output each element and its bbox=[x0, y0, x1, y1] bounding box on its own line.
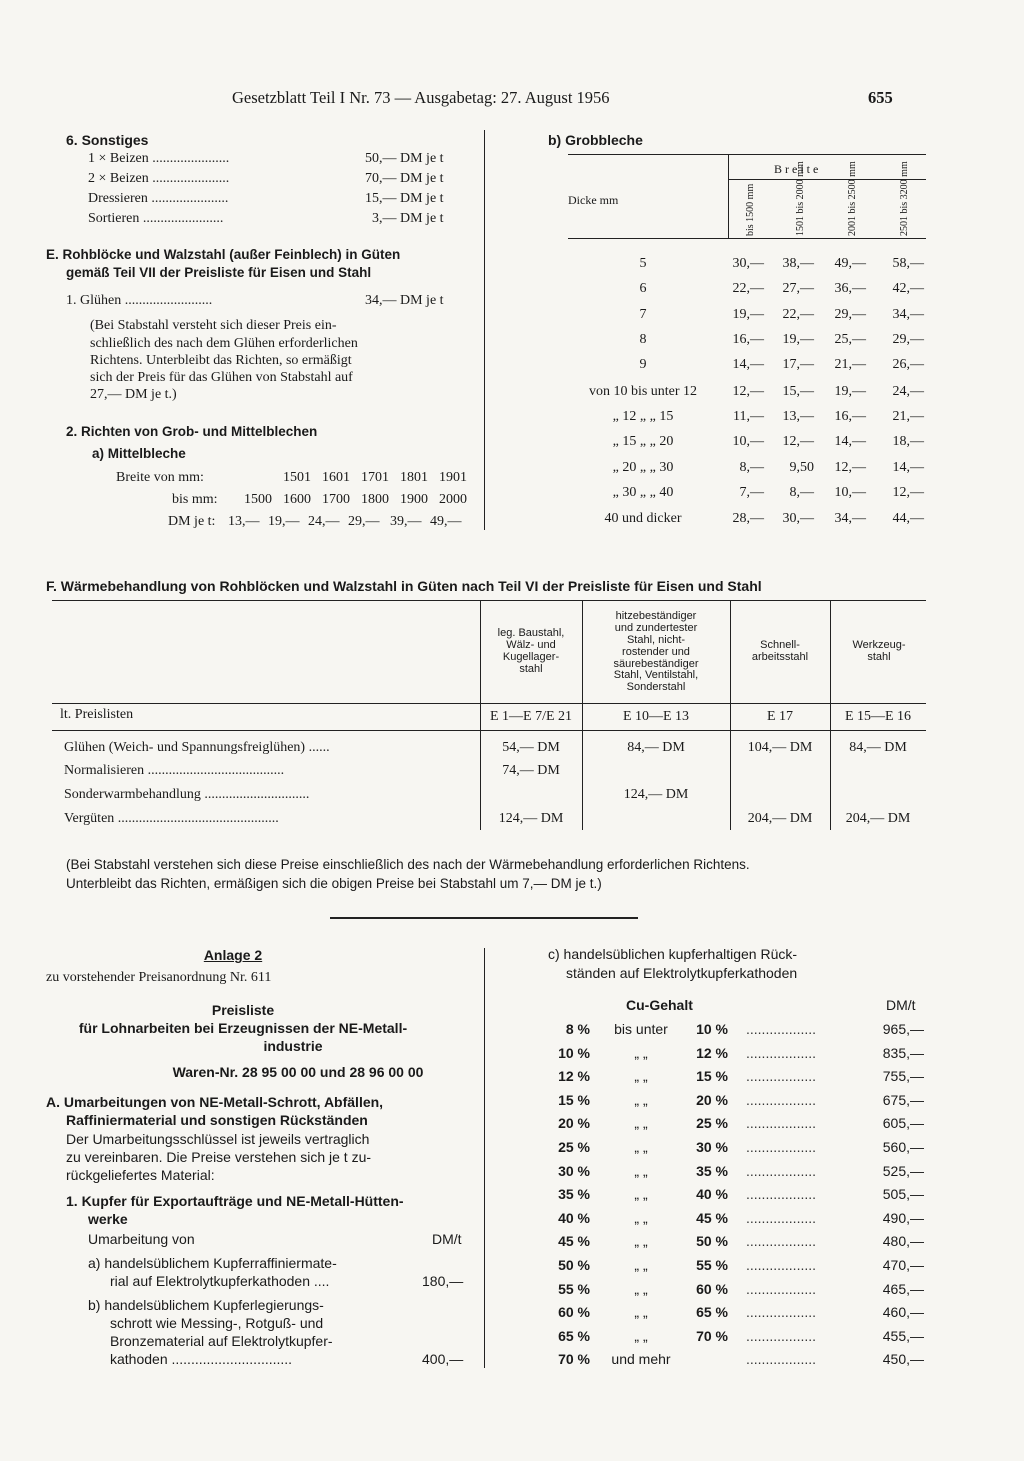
f-note-line-2: Unterbleibt das Richten, ermäßigen sich die obigen Preise bei Stabstahl um 7,— DM je t.) bbox=[66, 876, 602, 891]
cu-price: 505,— bbox=[882, 1186, 924, 1203]
grob-dicke-cell: „ 15 „ „ 20 bbox=[612, 434, 674, 449]
cu-dots: .................. bbox=[746, 1044, 817, 1061]
von-value: 1901 bbox=[439, 470, 467, 485]
page-header bbox=[232, 88, 932, 108]
grob-price-cell: 58,— bbox=[892, 256, 924, 271]
cu-to: 10 % bbox=[696, 1021, 728, 1037]
grob-price-cell: 26,— bbox=[892, 357, 924, 372]
cu-dots: .................. bbox=[746, 1139, 817, 1155]
grob-price-cell: 29,— bbox=[834, 307, 866, 322]
grobbleche-title bbox=[548, 132, 643, 150]
cu-mid: „ „ bbox=[634, 1209, 648, 1226]
section-a-title-2: Raffiniermaterial und sonstigen Rückständen bbox=[66, 1112, 368, 1128]
grob-price-cell: 10,— bbox=[834, 485, 866, 500]
cu-mid: „ „ bbox=[634, 1115, 648, 1132]
umarbeitung-label: Umarbeitung von bbox=[88, 1231, 195, 1247]
anlage-subtitle: zu vorstehender Preisanordnung Nr. 611 bbox=[46, 970, 272, 985]
note-line: schließlich des nach dem Glühen erforderlichen bbox=[90, 336, 358, 351]
grob-price-cell: 14,— bbox=[732, 357, 764, 372]
cu-to: 35 % bbox=[696, 1162, 728, 1179]
preisliste-title-3: industrie bbox=[263, 1038, 323, 1054]
grob-price-cell: 8,— bbox=[739, 460, 764, 475]
cu-from: 10 % bbox=[558, 1044, 590, 1061]
sec6-label-3: Sortieren ....................... bbox=[88, 211, 224, 226]
grob-price-cell: 7,— bbox=[739, 485, 764, 500]
cu-price: 525,— bbox=[882, 1162, 924, 1179]
table-rule bbox=[52, 730, 926, 731]
a-text: rückgeliefertes Material: bbox=[66, 1167, 215, 1183]
cu-to: 40 % bbox=[696, 1186, 728, 1203]
cu-price: 835,— bbox=[882, 1044, 924, 1061]
f-price-cell: 84,— DM bbox=[849, 740, 907, 755]
cu-from: 50 % bbox=[558, 1257, 590, 1273]
dm-value: 29,— bbox=[348, 514, 380, 529]
grob-price-cell: 49,— bbox=[834, 256, 866, 271]
von-value: 1801 bbox=[400, 470, 428, 485]
cu-price: 460,— bbox=[882, 1304, 924, 1321]
preisliste-value: E 1—E 7/E 21 bbox=[489, 709, 573, 724]
grob-price-cell: 24,— bbox=[892, 384, 924, 399]
bis-value: 1600 bbox=[283, 492, 311, 507]
sec6-price-3: 3,— DM je t bbox=[372, 211, 444, 226]
cu-to: 50 % bbox=[696, 1233, 728, 1250]
cu-dots: .................. bbox=[746, 1257, 817, 1273]
grob-price-cell: 36,— bbox=[834, 281, 866, 296]
kupfer-title-1: 1. Kupfer für Exportaufträge und NE-Metall-Hütten- bbox=[66, 1193, 404, 1209]
cu-to: 20 % bbox=[696, 1091, 728, 1108]
section-a-title-1: A. Umarbeitungen von NE-Metall-Schrott, Abfällen, bbox=[46, 1094, 384, 1110]
cu-from: 35 % bbox=[558, 1186, 590, 1203]
f-row-label: Normalisieren ....................................... bbox=[64, 763, 285, 778]
grob-price-cell: 19,— bbox=[782, 332, 814, 347]
mittelbleche-title: a) Mittelbleche bbox=[92, 446, 186, 461]
a-text: Der Umarbeitungsschlüssel ist jeweils vertraglich bbox=[66, 1131, 370, 1147]
cu-head-left: Cu-Gehalt bbox=[626, 997, 693, 1013]
grob-price-cell: 12,— bbox=[892, 485, 924, 500]
grob-price-cell: 8,— bbox=[789, 485, 814, 500]
f-price-cell: 204,— DM bbox=[747, 811, 813, 826]
preisliste-value: E 17 bbox=[766, 709, 794, 724]
cu-dots: .................. bbox=[746, 1186, 817, 1203]
cu-mid: „ „ bbox=[634, 1233, 648, 1250]
grob-price-cell: 12,— bbox=[782, 434, 814, 449]
f-price-cell: 204,— DM bbox=[845, 811, 911, 826]
cu-dots: .................. bbox=[746, 1209, 817, 1226]
f-col-head: leg. Baustahl, Wälz- und Kugellager- stahl bbox=[497, 627, 565, 675]
cu-from: 25 % bbox=[558, 1139, 590, 1155]
table-rule bbox=[52, 703, 926, 704]
f-price-cell: 124,— DM bbox=[498, 811, 564, 826]
column-divider bbox=[484, 948, 485, 1368]
cu-title-1: c) handelsüblichen kupferhaltigen Rück- bbox=[548, 946, 798, 962]
page-number: 655 bbox=[868, 88, 893, 107]
cu-mid: „ „ bbox=[634, 1139, 648, 1155]
dicke-header: Dicke mm bbox=[568, 193, 619, 207]
cu-dots: .................. bbox=[746, 1233, 817, 1250]
f-price-cell: 74,— DM bbox=[502, 763, 560, 778]
preisliste-title-2: für Lohnarbeiten bei Erzeugnissen der NE-Metall- bbox=[78, 1020, 408, 1036]
cu-from: 40 % bbox=[558, 1209, 590, 1226]
cu-mid: „ „ bbox=[634, 1327, 648, 1344]
grob-price-cell: 18,— bbox=[892, 434, 924, 449]
grob-price-cell: 30,— bbox=[782, 511, 814, 526]
note-line: sich der Preis für das Glühen von Stabstahl auf bbox=[90, 370, 353, 385]
f-note-line-1: (Bei Stabstahl verstehen sich diese Preise einschließlich des nach der Wärmebehandlung erforderlichen Richtens. bbox=[66, 857, 750, 872]
cu-price: 450,— bbox=[882, 1351, 924, 1368]
cu-from: 70 % bbox=[558, 1351, 590, 1368]
cu-to: 25 % bbox=[696, 1115, 728, 1132]
table-rule bbox=[568, 154, 926, 155]
cu-from: 15 % bbox=[558, 1091, 590, 1108]
grob-price-cell: 19,— bbox=[834, 384, 866, 399]
grob-price-cell: 19,— bbox=[732, 307, 764, 322]
table-rule bbox=[52, 600, 926, 601]
grob-price-cell: 25,— bbox=[834, 332, 866, 347]
dm-label: DM je t: bbox=[168, 514, 216, 529]
f-row-label: Vergüten .............................................. bbox=[64, 811, 279, 826]
bis-value: 1500 bbox=[244, 492, 272, 507]
breite-header: Breite bbox=[774, 162, 822, 176]
cu-to: 65 % bbox=[696, 1304, 728, 1321]
preislisten-label: lt. Preislisten bbox=[60, 707, 134, 722]
item-b-line: schrott wie Messing-, Rotguß- und bbox=[110, 1315, 324, 1331]
table-rule bbox=[728, 179, 926, 180]
grob-price-cell: 16,— bbox=[834, 409, 866, 424]
f-col-head: Werkzeug- stahl bbox=[852, 639, 906, 663]
col-head: bis 1500 mm bbox=[745, 183, 756, 236]
sec6-price-1: 70,— DM je t bbox=[365, 171, 444, 186]
f-price-cell: 54,— DM bbox=[502, 740, 560, 755]
cu-to: 30 % bbox=[696, 1139, 728, 1155]
grob-price-cell: 28,— bbox=[732, 511, 764, 526]
dm-value: 24,— bbox=[308, 514, 340, 529]
grob-price-cell: 38,— bbox=[782, 256, 814, 271]
cu-to: 70 % bbox=[696, 1327, 728, 1344]
cu-title-2: ständen auf Elektrolytkupferkathoden bbox=[566, 965, 798, 981]
header-title: Gesetzblatt Teil I Nr. 73 — Ausgabetag: 27. August 1956 bbox=[232, 88, 610, 107]
column-divider bbox=[484, 130, 485, 530]
f-price-cell: 104,— DM bbox=[747, 740, 813, 755]
cu-mid: „ „ bbox=[634, 1044, 648, 1061]
grob-price-cell: 14,— bbox=[834, 434, 866, 449]
gluehen-price: 34,— DM je t bbox=[365, 293, 444, 308]
sec6-label-1: 2 × Beizen ...................... bbox=[88, 171, 230, 186]
cu-head-right: DM/t bbox=[886, 997, 916, 1013]
bis-label: bis mm: bbox=[172, 492, 218, 507]
item-b-line: Bronzematerial auf Elektrolytkupfer- bbox=[110, 1333, 333, 1349]
section-f-title: F. Wärmebehandlung von Rohblöcken und Walzstahl in Güten nach Teil VI der Preisliste für Eisen und Stahl bbox=[46, 578, 762, 594]
bis-value: 1800 bbox=[361, 492, 389, 507]
cu-mid: „ „ bbox=[634, 1304, 648, 1321]
item-b-line: b) handelsüblichem Kupferlegierungs- bbox=[88, 1297, 324, 1313]
grob-price-cell: 13,— bbox=[782, 409, 814, 424]
item-b-price: 400,— bbox=[422, 1351, 464, 1367]
f-price-cell: 84,— DM bbox=[627, 740, 685, 755]
f-row-label: Sonderwarmbehandlung .............................. bbox=[64, 787, 310, 802]
a-text: zu vereinbaren. Die Preise verstehen sich je t zu- bbox=[66, 1149, 372, 1165]
preisliste-value: E 10—E 13 bbox=[622, 709, 690, 724]
grob-price-cell: 21,— bbox=[892, 409, 924, 424]
cu-price: 605,— bbox=[882, 1115, 924, 1132]
grob-price-cell: 29,— bbox=[892, 332, 924, 347]
f-row-label: Glühen (Weich- und Spannungsfreiglühen) ...... bbox=[64, 740, 330, 755]
note-line: (Bei Stabstahl versteht sich dieser Preis ein- bbox=[90, 318, 337, 333]
grob-dicke-cell: 7 bbox=[639, 307, 647, 322]
section-e-title-2: gemäß Teil VII der Preisliste für Eisen und Stahl bbox=[66, 265, 372, 280]
grob-dicke-cell: „ 12 „ „ 15 bbox=[612, 409, 674, 424]
cu-price: 455,— bbox=[882, 1327, 924, 1344]
cu-from: 8 % bbox=[565, 1021, 590, 1037]
cu-from: 55 % bbox=[558, 1280, 590, 1297]
grobbleche-title-text: b) Grobbleche bbox=[548, 132, 643, 148]
preisliste-title-1: Preisliste bbox=[211, 1002, 275, 1018]
cu-to: 55 % bbox=[696, 1257, 728, 1273]
grob-price-cell: 12,— bbox=[732, 384, 764, 399]
cu-price: 480,— bbox=[882, 1233, 924, 1250]
grob-price-cell: 22,— bbox=[732, 281, 764, 296]
dm-value: 13,— bbox=[228, 514, 260, 529]
item-b-line: kathoden ............................... bbox=[110, 1351, 293, 1367]
cu-from: 12 % bbox=[558, 1068, 590, 1085]
grob-price-cell: 27,— bbox=[782, 281, 814, 296]
cu-mid: „ „ bbox=[634, 1280, 648, 1297]
cu-mid: „ „ bbox=[634, 1091, 648, 1108]
grob-price-cell: 21,— bbox=[834, 357, 866, 372]
cu-from: 45 % bbox=[558, 1233, 590, 1250]
richten-title: 2. Richten von Grob- und Mittelblechen bbox=[66, 424, 318, 439]
cu-price: 675,— bbox=[882, 1091, 924, 1108]
cu-dots: .................. bbox=[746, 1115, 817, 1132]
sec6-price-2: 15,— DM je t bbox=[365, 191, 444, 206]
section-6-title: 6. Sonstiges bbox=[66, 132, 149, 148]
cu-price: 470,— bbox=[882, 1257, 924, 1273]
table-rule bbox=[568, 238, 926, 239]
grob-price-cell: 34,— bbox=[834, 511, 866, 526]
cu-price: 965,— bbox=[882, 1021, 924, 1037]
cu-dots: .................. bbox=[746, 1091, 817, 1108]
sec6-price-0: 50,— DM je t bbox=[365, 151, 444, 166]
grob-dicke-cell: „ 30 „ „ 40 bbox=[612, 485, 674, 500]
cu-dots: .................. bbox=[746, 1068, 817, 1085]
f-col-head: Schnell- arbeitsstahl bbox=[751, 639, 809, 663]
separator-rule bbox=[330, 917, 638, 919]
grob-price-cell: 15,— bbox=[782, 384, 814, 399]
waren-nr: Waren-Nr. 28 95 00 00 und 28 96 00 00 bbox=[172, 1064, 424, 1080]
cu-mid: und mehr bbox=[611, 1351, 671, 1368]
cu-mid: „ „ bbox=[634, 1068, 648, 1085]
grob-price-cell: 22,— bbox=[782, 307, 814, 322]
cu-from: 30 % bbox=[558, 1162, 590, 1179]
cu-mid: „ „ bbox=[634, 1186, 648, 1203]
grob-price-cell: 44,— bbox=[892, 511, 924, 526]
grob-price-cell: 14,— bbox=[892, 460, 924, 475]
f-col-head: hitzebeständiger und zundertester Stahl, nicht- rostender und säurebeständiger Stahl, Ventilstahl, Sonderstahl bbox=[613, 610, 699, 694]
gluehen-label: 1. Glühen ......................... bbox=[66, 293, 213, 308]
bis-value: 1700 bbox=[322, 492, 350, 507]
grob-price-cell: 11,— bbox=[733, 409, 764, 424]
cu-price: 755,— bbox=[882, 1068, 924, 1085]
grob-dicke-cell: „ 20 „ „ 30 bbox=[612, 460, 674, 475]
cu-to: 60 % bbox=[696, 1280, 728, 1297]
note-line: Richtens. Unterbleibt das Richten, so ermäßigt bbox=[90, 353, 352, 368]
grob-price-cell: 9,50 bbox=[789, 460, 814, 475]
grob-dicke-cell: 8 bbox=[639, 332, 647, 347]
grob-dicke-cell: 9 bbox=[639, 357, 647, 372]
grob-price-cell: 34,— bbox=[892, 307, 924, 322]
dmt-label: DM/t bbox=[432, 1231, 462, 1247]
grob-dicke-cell: von 10 bis unter 12 bbox=[588, 384, 698, 399]
cu-dots: .................. bbox=[746, 1162, 817, 1179]
cu-price: 560,— bbox=[882, 1139, 924, 1155]
grob-price-cell: 30,— bbox=[732, 256, 764, 271]
grob-dicke-cell: 6 bbox=[639, 281, 647, 296]
table-rule bbox=[728, 154, 729, 238]
grob-dicke-cell: 40 und dicker bbox=[604, 511, 682, 526]
col-head: 2501 bis 3200 mm bbox=[899, 161, 910, 236]
cu-price: 490,— bbox=[882, 1209, 924, 1226]
cu-mid: „ „ bbox=[634, 1162, 648, 1179]
grob-price-cell: 16,— bbox=[732, 332, 764, 347]
cu-from: 65 % bbox=[558, 1327, 590, 1344]
cu-dots: .................. bbox=[746, 1351, 817, 1368]
grob-dicke-cell: 5 bbox=[639, 256, 647, 271]
cu-price: 465,— bbox=[882, 1280, 924, 1297]
grob-price-cell: 17,— bbox=[782, 357, 814, 372]
grob-price-cell: 42,— bbox=[892, 281, 924, 296]
item-a-price: 180,— bbox=[422, 1273, 464, 1289]
section-e-title-1: E. Rohblöcke und Walzstahl (außer Feinblech) in Güten bbox=[46, 247, 401, 262]
cu-to: 15 % bbox=[696, 1068, 728, 1085]
grob-price-cell: 12,— bbox=[834, 460, 866, 475]
sec6-label-2: Dressieren ...................... bbox=[88, 191, 229, 206]
bis-value: 1900 bbox=[400, 492, 428, 507]
von-value: 1501 bbox=[283, 470, 311, 485]
col-head: 2001 bis 2500 mm bbox=[847, 161, 858, 236]
bis-value: 2000 bbox=[439, 492, 467, 507]
dm-value: 39,— bbox=[390, 514, 422, 529]
cu-from: 20 % bbox=[558, 1115, 590, 1132]
von-value: 1701 bbox=[361, 470, 389, 485]
kupfer-title-2: werke bbox=[88, 1211, 128, 1227]
note-line: 27,— DM je t.) bbox=[90, 387, 177, 402]
dm-value: 19,— bbox=[268, 514, 300, 529]
cu-to: 45 % bbox=[696, 1209, 728, 1226]
von-value: 1601 bbox=[322, 470, 350, 485]
anlage-title: Anlage 2 bbox=[203, 947, 263, 963]
sec6-label-0: 1 × Beizen ...................... bbox=[88, 151, 230, 166]
cu-dots: .................. bbox=[746, 1021, 817, 1037]
f-price-cell: 124,— DM bbox=[623, 787, 689, 802]
preisliste-value: E 15—E 16 bbox=[844, 709, 912, 724]
cu-dots: .................. bbox=[746, 1327, 817, 1344]
col-head: 1501 bis 2000 mm bbox=[795, 161, 806, 236]
cu-to: 12 % bbox=[696, 1044, 728, 1061]
item-a-line: rial auf Elektrolytkupferkathoden .... bbox=[110, 1273, 330, 1289]
breite-von-label: Breite von mm: bbox=[116, 470, 204, 485]
cu-dots: .................. bbox=[746, 1304, 817, 1321]
dm-value: 49,— bbox=[430, 514, 462, 529]
cu-dots: .................. bbox=[746, 1280, 817, 1297]
grob-price-cell: 10,— bbox=[732, 434, 764, 449]
cu-from: 60 % bbox=[558, 1304, 590, 1321]
item-a-line: a) handelsüblichem Kupferraffiniermate- bbox=[88, 1255, 337, 1271]
cu-mid: bis unter bbox=[614, 1021, 668, 1037]
cu-mid: „ „ bbox=[634, 1257, 648, 1273]
